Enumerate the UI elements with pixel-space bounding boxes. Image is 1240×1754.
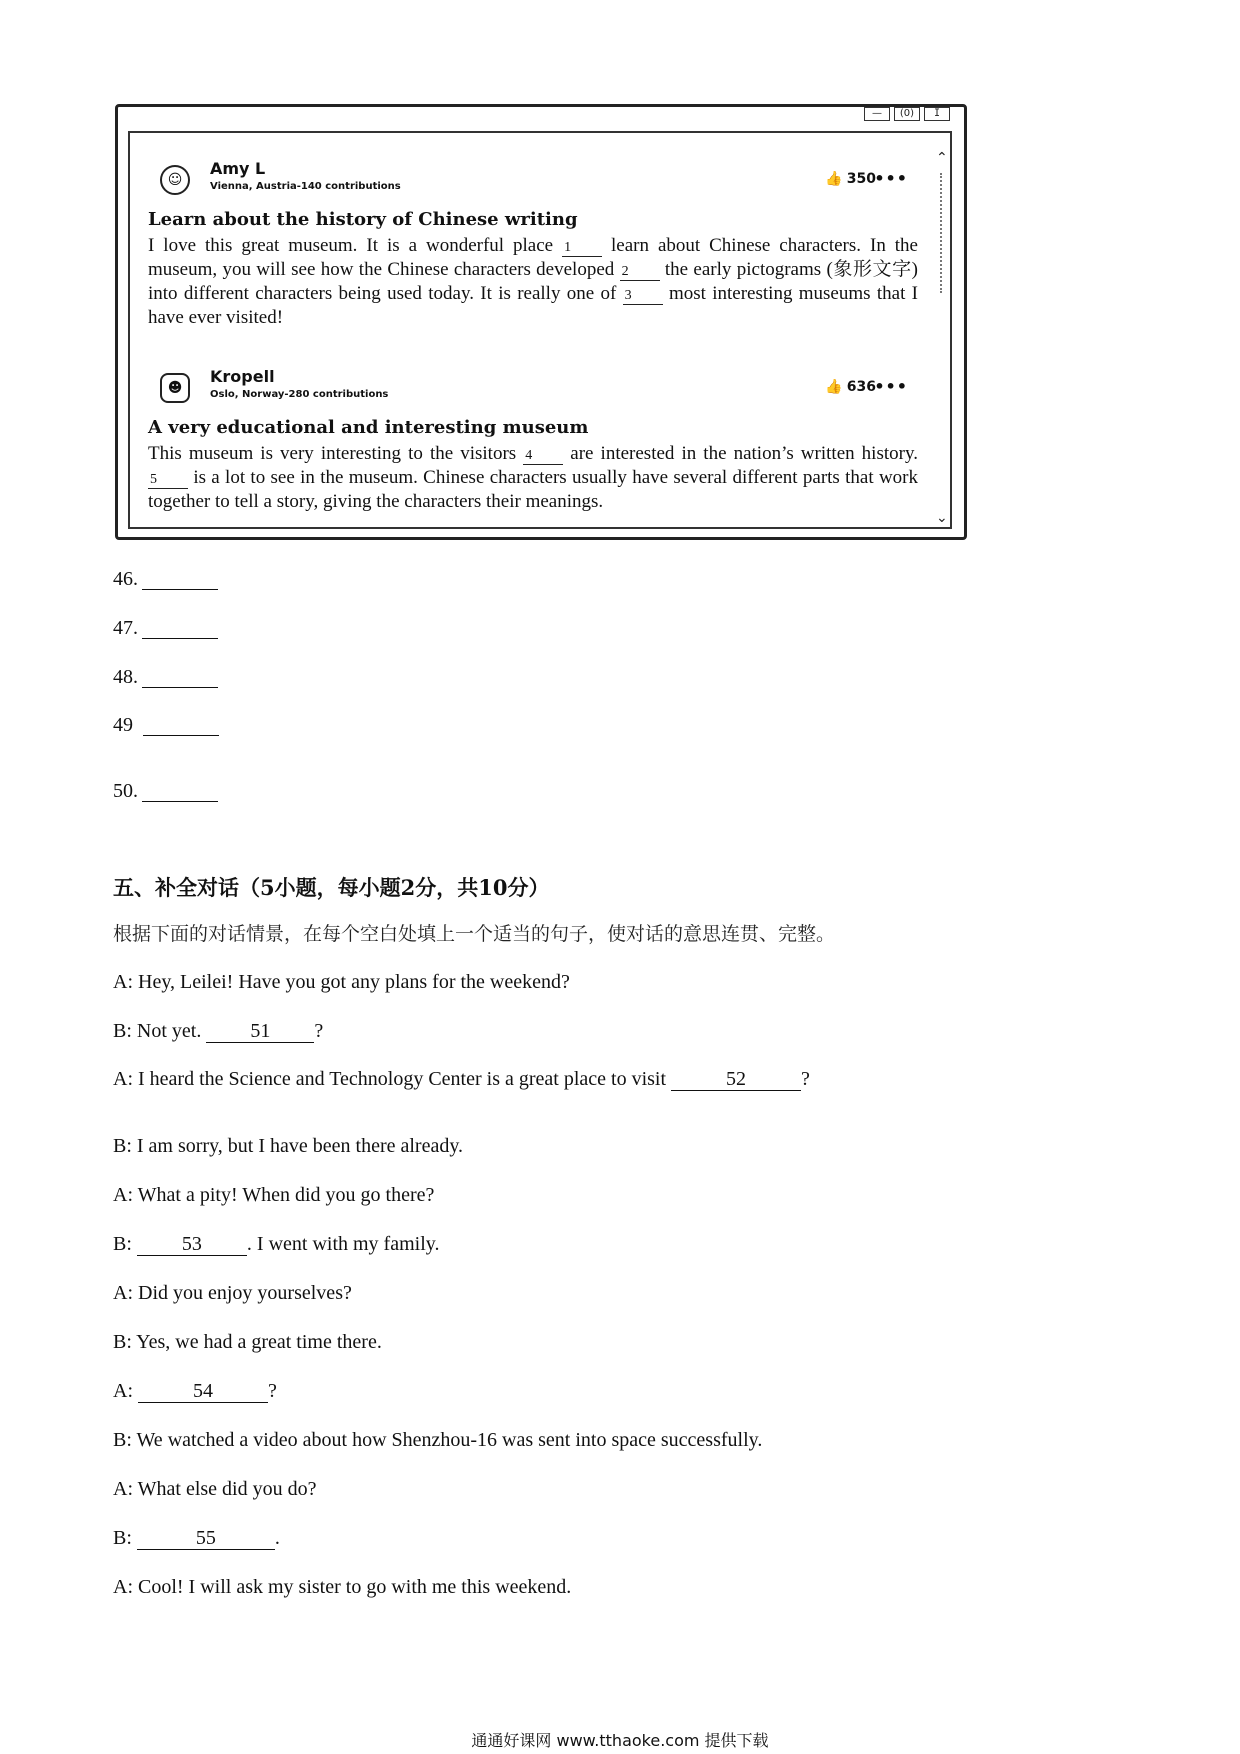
section-title: 五、补全对话（5小题，每小题2分，共10分） <box>113 875 550 900</box>
avatar: ☻ <box>160 373 190 403</box>
dialogue-line <box>113 1526 280 1550</box>
like-button[interactable] <box>825 171 876 187</box>
answer-line <box>113 780 218 802</box>
dialogue-text: A: What a pity! When did you go there? <box>113 1184 435 1206</box>
user-name: Amy L <box>210 159 266 178</box>
dialogue-line <box>113 970 570 994</box>
dialogue-text: . I went with my family. <box>246 1233 440 1255</box>
dialogue-blank[interactable]: 53 <box>137 1233 247 1256</box>
dialogue-blank[interactable]: 55 <box>137 1527 275 1550</box>
answer-blank[interactable] <box>142 569 218 590</box>
section-instruction: 根据下面的对话情景，在每个空白处填上一个适当的句子，使对话的意思连贯、完整。 <box>113 923 836 945</box>
dialogue-text: B: Yes, we had a great time there. <box>113 1331 382 1353</box>
scroll-track[interactable] <box>940 173 942 293</box>
avatar: ☺ <box>160 165 190 195</box>
dialogue-text: A: What else did you do? <box>113 1478 317 1500</box>
answer-line <box>113 568 218 590</box>
dialogue-line <box>113 1067 810 1091</box>
question-number: 48. <box>113 666 138 688</box>
minimize-button[interactable]: — <box>864 107 890 121</box>
answer-blank[interactable] <box>142 781 218 802</box>
review-blank: 1 <box>562 240 602 257</box>
window-controls <box>864 107 950 121</box>
review-text: This museum is very interesting to the visitors <box>148 443 524 464</box>
like-button[interactable] <box>825 379 876 395</box>
close-button[interactable]: ⵊ <box>924 107 950 121</box>
dialogue-text: B: <box>113 1527 137 1549</box>
review-title: A very educational and interesting museum <box>148 417 589 438</box>
dialogue-text: . <box>274 1527 280 1549</box>
dialogue-line <box>113 1575 571 1599</box>
dialogue-line <box>113 1183 434 1207</box>
review-text: are interested in the nation’s written history. <box>563 443 918 464</box>
dialogue-text: A: I heard the Science and Technology Center is a great place to visit <box>113 1068 672 1090</box>
review-title: Learn about the history of Chinese writing <box>148 209 578 230</box>
review-blank: 2 <box>620 264 660 281</box>
dialogue-text: B: <box>113 1233 137 1255</box>
like-count: 350 <box>846 171 876 187</box>
more-options-icon[interactable]: ••• <box>874 377 908 396</box>
dialogue-line <box>113 1019 323 1043</box>
dialogue-text: A: Did you enjoy yourselves? <box>113 1282 352 1304</box>
thumbs-up-icon: 👍 <box>825 171 843 187</box>
review-text: is a lot to see in the museum. Chinese characters usually have several different parts that work together to tell a story, giving the characters their meanings. <box>148 467 918 512</box>
thumbs-up-icon: 👍 <box>825 379 843 395</box>
review-card <box>146 367 918 514</box>
chevron-down-icon[interactable]: ⌄ <box>936 510 948 526</box>
question-number: 47. <box>113 617 138 639</box>
answer-line <box>113 666 218 688</box>
review-blank: 4 <box>523 448 563 465</box>
page-footer: 通通好课网 www.tthaoke.com 提供下载 <box>471 1731 769 1750</box>
dialogue-blank[interactable]: 54 <box>138 1380 268 1403</box>
review-blank: 5 <box>148 472 188 489</box>
dialogue-text: A: Cool! I will ask my sister to go with me this weekend. <box>113 1576 572 1598</box>
dialogue-line <box>113 1134 463 1158</box>
more-options-icon[interactable]: ••• <box>874 169 908 188</box>
dialogue-line <box>113 1281 352 1305</box>
dialogue-line <box>113 1232 439 1256</box>
answer-line <box>113 714 219 736</box>
user-location: Oslo, Norway-280 contributions <box>210 389 389 400</box>
maximize-button[interactable]: (0) <box>894 107 920 121</box>
scrollbar[interactable] <box>934 151 952 527</box>
question-number: 49 <box>113 714 133 736</box>
dialogue-text: B: Not yet. <box>113 1020 207 1042</box>
dialogue-text: A: <box>113 1380 138 1402</box>
dialogue-text: B: I am sorry, but I have been there already. <box>113 1135 464 1157</box>
user-location: Vienna, Austria-140 contributions <box>210 181 401 192</box>
user-name: Kropell <box>210 367 275 386</box>
review-panel <box>128 131 952 529</box>
review-text: the early pictograms (象形文字) into different characters being used today. It is really one of <box>148 259 918 304</box>
question-number: 46. <box>113 568 138 590</box>
review-card <box>146 159 918 330</box>
dialogue-text: ? <box>268 1380 277 1402</box>
dialogue-blank[interactable]: 51 <box>206 1020 314 1043</box>
dialogue-line <box>113 1379 277 1403</box>
review-text: most interesting museums that I have ever visited! <box>148 283 918 328</box>
answer-blank[interactable] <box>142 618 218 639</box>
answer-blank[interactable] <box>143 715 219 736</box>
review-body <box>148 234 918 330</box>
review-text: I love this great museum. It is a wonderful place <box>148 235 563 256</box>
question-number: 50. <box>113 780 138 802</box>
museum-review-window <box>115 104 967 540</box>
answer-blank[interactable] <box>142 667 218 688</box>
chevron-up-icon[interactable]: ⌃ <box>936 150 948 166</box>
like-count: 636 <box>846 379 876 395</box>
dialogue-line <box>113 1477 316 1501</box>
review-body <box>148 442 918 514</box>
answer-line <box>113 617 218 639</box>
dialogue-line <box>113 1330 382 1354</box>
dialogue-text: ? <box>801 1068 810 1090</box>
dialogue-line <box>113 1428 762 1452</box>
dialogue-text: A: Hey, Leilei! Have you got any plans for the weekend? <box>113 971 570 993</box>
dialogue-text: B: We watched a video about how Shenzhou-16 was sent into space successfully. <box>113 1429 763 1451</box>
dialogue-blank[interactable]: 52 <box>671 1068 801 1091</box>
dialogue-text: ? <box>314 1020 324 1042</box>
review-blank: 3 <box>623 288 663 305</box>
review-text: learn about Chinese characters. In the museum, you will see how the Chinese characters developed <box>148 235 918 280</box>
